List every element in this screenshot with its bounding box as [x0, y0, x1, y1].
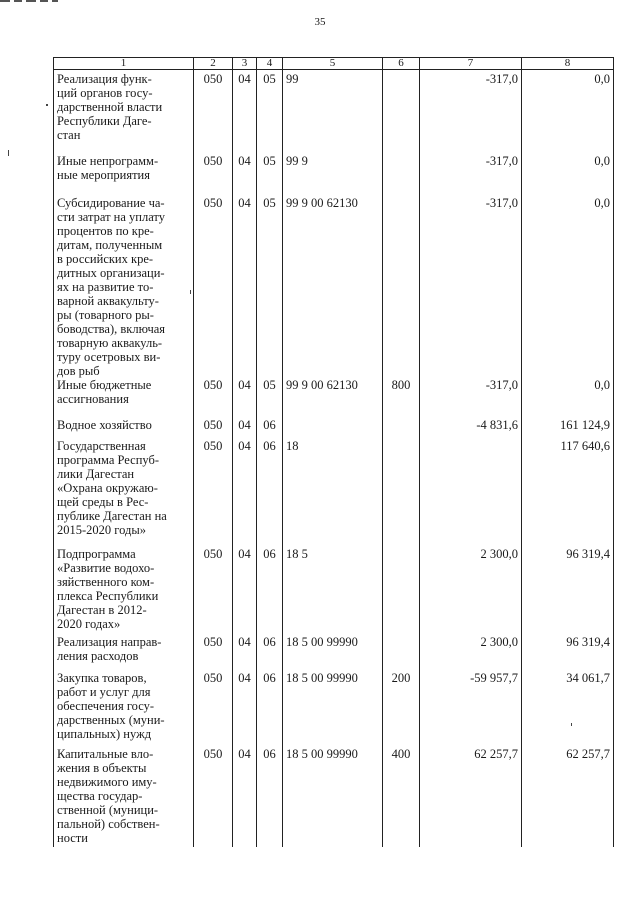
column-header: 4 — [257, 58, 283, 70]
row-name-cell: Реализация направ- ления расходов — [54, 635, 194, 671]
row-name-cell: Водное хозяйство — [54, 418, 194, 439]
amount-change-cell: -4 831,6 — [420, 418, 522, 439]
expense-type-cell — [383, 439, 420, 547]
target-article-cell: 99 — [283, 70, 383, 154]
amount-change-cell: -317,0 — [420, 196, 522, 378]
chapter-code-cell: 050 — [194, 747, 233, 847]
amount-change-cell: -59 957,7 — [420, 671, 522, 747]
target-article-cell: 18 — [283, 439, 383, 547]
section-code-cell: 04 — [233, 196, 257, 378]
row-name-cell: Иные непрограмм- ные мероприятия — [54, 154, 194, 196]
amount-total-cell: 0,0 — [522, 70, 614, 154]
table-row — [54, 70, 614, 154]
table-row — [54, 196, 614, 378]
section-code-cell: 04 — [233, 671, 257, 747]
section-code-cell: 04 — [233, 547, 257, 635]
amount-total-cell: 0,0 — [522, 196, 614, 378]
section-code-cell: 04 — [233, 635, 257, 671]
section-code-cell: 04 — [233, 154, 257, 196]
header-row — [54, 58, 614, 70]
expense-type-cell: 800 — [383, 378, 420, 418]
row-name-cell: Государственная программа Респуб- лики Дагестан «Охрана окружаю- щей среды в Рес- публике Дагестан на 2015-2020 годы» — [54, 439, 194, 547]
section-code-cell: 04 — [233, 378, 257, 418]
chapter-code-cell: 050 — [194, 378, 233, 418]
column-header: 5 — [283, 58, 383, 70]
amount-total-cell: 96 319,4 — [522, 635, 614, 671]
column-header: 2 — [194, 58, 233, 70]
subsection-code-cell: 06 — [257, 671, 283, 747]
table-row — [54, 671, 614, 747]
subsection-code-cell: 05 — [257, 154, 283, 196]
expense-type-cell — [383, 547, 420, 635]
table-row — [54, 747, 614, 847]
amount-total-cell: 0,0 — [522, 378, 614, 418]
subsection-code-cell: 05 — [257, 70, 283, 154]
column-header: 6 — [383, 58, 420, 70]
subsection-code-cell: 06 — [257, 418, 283, 439]
target-article-cell: 99 9 00 62130 — [283, 378, 383, 418]
chapter-code-cell: 050 — [194, 439, 233, 547]
amount-change-cell: 2 300,0 — [420, 547, 522, 635]
table-row — [54, 418, 614, 439]
scan-specks — [0, 0, 60, 4]
amount-change-cell: 62 257,7 — [420, 747, 522, 847]
amount-total-cell: 62 257,7 — [522, 747, 614, 847]
chapter-code-cell: 050 — [194, 70, 233, 154]
expense-type-cell — [383, 635, 420, 671]
amount-change-cell: -317,0 — [420, 154, 522, 196]
budget-table — [53, 57, 614, 847]
column-header: 7 — [420, 58, 522, 70]
section-code-cell: 04 — [233, 747, 257, 847]
row-name-cell: Подпрограмма «Развитие водохо- зяйственного ком- плекса Республики Дагестан в 2012- 2020 годах» — [54, 547, 194, 635]
chapter-code-cell: 050 — [194, 196, 233, 378]
expense-type-cell — [383, 196, 420, 378]
expense-type-cell — [383, 418, 420, 439]
subsection-code-cell: 06 — [257, 547, 283, 635]
column-header: 8 — [522, 58, 614, 70]
pen-mark — [190, 290, 191, 294]
amount-total-cell: 161 124,9 — [522, 418, 614, 439]
subsection-code-cell: 05 — [257, 196, 283, 378]
target-article-cell: 99 9 — [283, 154, 383, 196]
pen-mark — [8, 150, 9, 156]
section-code-cell: 04 — [233, 70, 257, 154]
expense-type-cell: 200 — [383, 671, 420, 747]
amount-total-cell: 34 061,7 — [522, 671, 614, 747]
table-row — [54, 154, 614, 196]
table-row — [54, 635, 614, 671]
expense-type-cell: 400 — [383, 747, 420, 847]
row-name-cell: Субсидирование ча- сти затрат на уплату процентов по кре- дитам, полученным в российских кре- дитных организаци- ях на развитие то- варной аквакульту- ры (товарного ры- боводства), включая товарную аквакуль- туру осетровых ви- дов рыб — [54, 196, 194, 378]
target-article-cell: 99 9 00 62130 — [283, 196, 383, 378]
subsection-code-cell: 05 — [257, 378, 283, 418]
chapter-code-cell: 050 — [194, 635, 233, 671]
target-article-cell: 18 5 — [283, 547, 383, 635]
target-article-cell: 18 5 00 99990 — [283, 747, 383, 847]
amount-change-cell: -317,0 — [420, 70, 522, 154]
section-code-cell: 04 — [233, 439, 257, 547]
pen-mark — [46, 104, 48, 106]
chapter-code-cell: 050 — [194, 418, 233, 439]
column-header: 1 — [54, 58, 194, 70]
pen-mark — [571, 723, 572, 726]
target-article-cell: 18 5 00 99990 — [283, 635, 383, 671]
amount-change-cell: 2 300,0 — [420, 635, 522, 671]
subsection-code-cell: 06 — [257, 635, 283, 671]
page-number: 35 — [314, 16, 326, 28]
chapter-code-cell: 050 — [194, 671, 233, 747]
amount-change-cell — [420, 439, 522, 547]
amount-change-cell: -317,0 — [420, 378, 522, 418]
target-article-cell: 18 5 00 99990 — [283, 671, 383, 747]
section-code-cell: 04 — [233, 418, 257, 439]
amount-total-cell: 0,0 — [522, 154, 614, 196]
expense-type-cell — [383, 70, 420, 154]
subsection-code-cell: 06 — [257, 439, 283, 547]
table-body — [54, 70, 614, 847]
table-row — [54, 439, 614, 547]
table-row — [54, 547, 614, 635]
amount-total-cell: 117 640,6 — [522, 439, 614, 547]
expense-type-cell — [383, 154, 420, 196]
chapter-code-cell: 050 — [194, 547, 233, 635]
subsection-code-cell: 06 — [257, 747, 283, 847]
row-name-cell: Реализация функ- ций органов госу- дарственной власти Республики Даге- стан — [54, 70, 194, 154]
row-name-cell: Капитальные вло- жения в объекты недвижимого иму- щества государ- ственной (муници- пальной) собствен- ности — [54, 747, 194, 847]
row-name-cell: Закупка товаров, работ и услуг для обеспечения госу- дарственных (муни- ципальных) нужд — [54, 671, 194, 747]
column-header: 3 — [233, 58, 257, 70]
table-row — [54, 378, 614, 418]
row-name-cell: Иные бюджетные ассигнования — [54, 378, 194, 418]
target-article-cell — [283, 418, 383, 439]
chapter-code-cell: 050 — [194, 154, 233, 196]
amount-total-cell: 96 319,4 — [522, 547, 614, 635]
